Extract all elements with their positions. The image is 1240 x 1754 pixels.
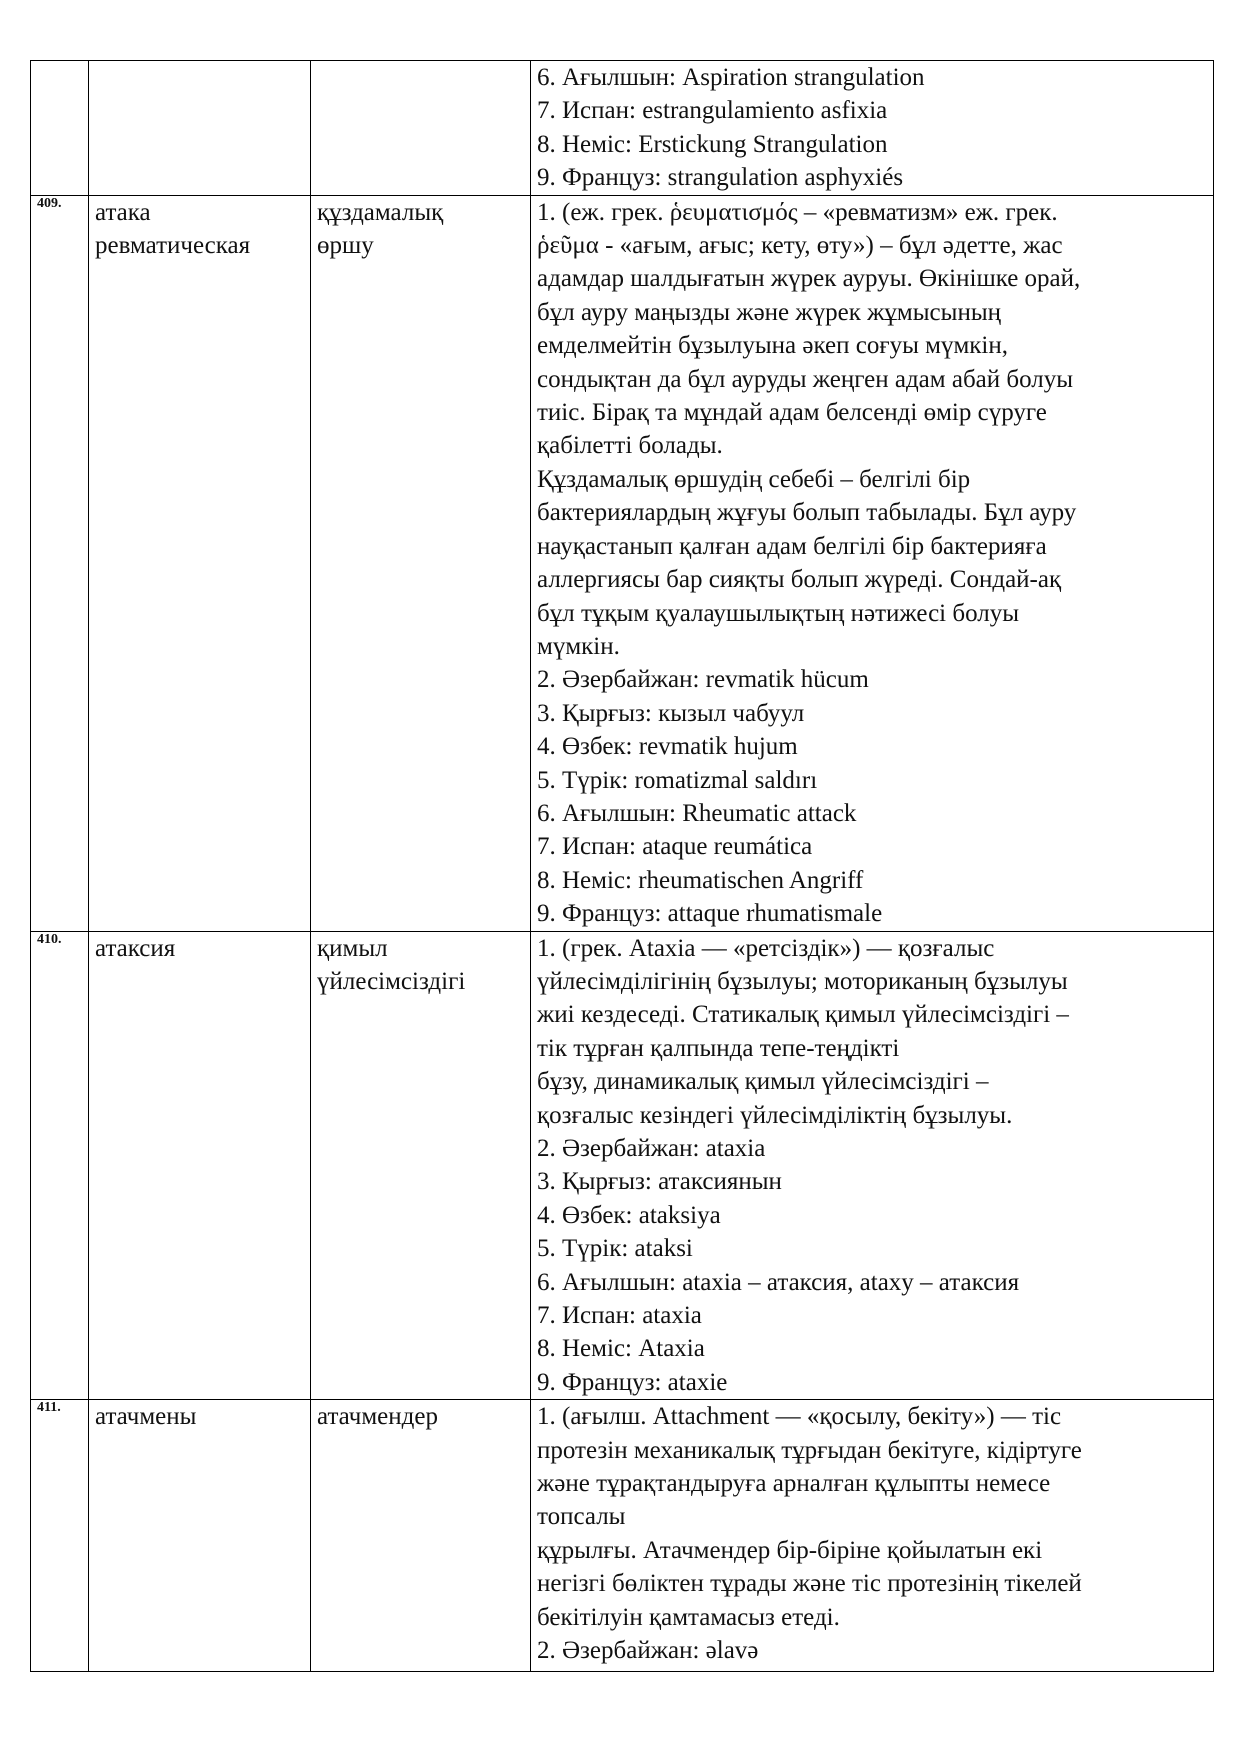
definition-line: науқастанып қалған адам белгілі бір бактерияға bbox=[537, 532, 1047, 560]
russian-term-cell bbox=[89, 931, 311, 1400]
russian-term-line: ревматическая bbox=[95, 231, 251, 259]
definition-cell bbox=[531, 1400, 1214, 1672]
definition-line: және тұрақтандыруға арналған құлыпты немесе bbox=[537, 1470, 1051, 1498]
definition-line: жиі кездеседі. Статикалық қимыл үйлесімсіздігі – bbox=[537, 1001, 1069, 1029]
definition-line: 7. Испан: ataque reumática bbox=[537, 833, 813, 861]
entry-number-cell bbox=[31, 195, 89, 931]
kazakh-term-line: атачмендер bbox=[317, 1403, 438, 1431]
definition-line: 8. Неміс: Erstickung Strangulation bbox=[537, 130, 888, 158]
entry-number-cell bbox=[31, 61, 89, 196]
definition-line: 1. (грек. Ataxia — «ретсіздік») — қозғалыс bbox=[537, 934, 995, 962]
definition-line: бекітілуін қамтамасыз етеді. bbox=[537, 1603, 840, 1631]
definition-line: бактериялардың жұғуы болып табылады. Бұл ауру bbox=[537, 499, 1077, 527]
russian-term-cell bbox=[89, 61, 311, 196]
definition-line: топсалы bbox=[537, 1503, 626, 1531]
definition-line: 9. Француз: strangulation asphyxiés bbox=[537, 164, 904, 192]
definition-line: сондықтан да бұл ауруды жеңген адам абай болуы bbox=[537, 365, 1074, 393]
definition-line: мүмкін. bbox=[537, 632, 620, 660]
definition-line: 5. Түрік: romatizmal saldırı bbox=[537, 766, 818, 794]
definition-line: 7. Испан: ataxia bbox=[537, 1302, 702, 1330]
definition-line: 3. Қырғыз: кызыл чабуул bbox=[537, 699, 805, 727]
kazakh-term-line: үйлесімсіздігі bbox=[317, 967, 466, 995]
definition-line: 2. Әзербайжан: əlavə bbox=[537, 1637, 759, 1665]
table-row bbox=[31, 61, 1214, 196]
definition-cell bbox=[531, 61, 1214, 196]
table-row bbox=[31, 195, 1214, 931]
definition-line: 9. Француз: attaque rhumatismale bbox=[537, 900, 883, 928]
dictionary-table bbox=[30, 60, 1214, 1672]
definition-line: 1. (еж. грек. ῥευματισμός – «ревматизм» еж. грек. bbox=[537, 198, 1058, 226]
entry-number-cell bbox=[31, 931, 89, 1400]
entry-number-cell bbox=[31, 1400, 89, 1672]
kazakh-term-cell bbox=[311, 1400, 531, 1672]
russian-term-line: атака bbox=[95, 198, 151, 226]
definition-line: бұл ауру маңызды және жүрек жұмысының bbox=[537, 298, 1002, 326]
definition-line: 3. Қырғыз: атаксиянын bbox=[537, 1168, 782, 1196]
kazakh-term-line: қимыл bbox=[317, 934, 388, 962]
definition-line: емделмейтін бұзылуына әкеп соғуы мүмкін, bbox=[537, 332, 1008, 360]
definition-line: 7. Испан: estrangulamiento asfixia bbox=[537, 97, 888, 125]
definition-line: 9. Француз: ataxie bbox=[537, 1368, 728, 1396]
dictionary-table-body bbox=[31, 61, 1214, 1672]
definition-cell bbox=[531, 195, 1214, 931]
definition-line: ῥεῦμα - «ағым, ағыс; кету, өту») – бұл әдетте, жас bbox=[537, 232, 1063, 260]
definition-line: 6. Ағылшын: Rheumatic attack bbox=[537, 799, 857, 827]
definition-line: 6. Ағылшын: ataxia – атаксия, ataxy – атаксия bbox=[537, 1268, 1020, 1296]
definition-line: тиіс. Бірақ та мұндай адам белсенді өмір сүруге bbox=[537, 399, 1047, 427]
entry-number: 411. bbox=[37, 1400, 61, 1416]
definition-line: 4. Өзбек: ataksiya bbox=[537, 1201, 721, 1229]
definition-line: қабілетті болады. bbox=[537, 432, 723, 460]
definition-line: аллергиясы бар сияқты болып жүреді. Сондай-ақ bbox=[537, 566, 1062, 594]
russian-term-line: атачмены bbox=[95, 1403, 197, 1431]
definition-line: Құздамалық өршудің себебі – белгілі бір bbox=[537, 465, 971, 493]
kazakh-term-cell bbox=[311, 61, 531, 196]
russian-term-line: атаксия bbox=[95, 934, 176, 962]
definition-line: бұл тұқым қуалаушылықтың нәтижесі болуы bbox=[537, 599, 1020, 627]
definition-line: 5. Түрік: ataksi bbox=[537, 1235, 693, 1263]
russian-term-cell bbox=[89, 195, 311, 931]
entry-number: 410. bbox=[37, 931, 62, 947]
definition-line: негізгі бөліктен тұрады және тіс протезінің тікелей bbox=[537, 1570, 1082, 1598]
kazakh-term-line: өршу bbox=[317, 231, 374, 259]
definition-line: 8. Неміс: rheumatischen Angriff bbox=[537, 866, 864, 894]
definition-line: адамдар шалдығатын жүрек ауруы. Өкінішке орай, bbox=[537, 265, 1081, 293]
definition-line: үйлесімділігінің бұзылуы; мoториканың бұзылуы bbox=[537, 967, 1068, 995]
definition-line: бұзу, динамикалық қимыл үйлесімсіздігі – bbox=[537, 1068, 989, 1096]
definition-line: қозғалыс кезіндегі үйлесімділіктің бұзылуы. bbox=[537, 1101, 1013, 1129]
definition-line: 1. (ағылш. Attachment — «қосылу, бекіту») — тіс bbox=[537, 1403, 1062, 1431]
definition-line: протезін механикалық тұрғыдан бекітуге, кідіртуге bbox=[537, 1436, 1082, 1464]
russian-term-cell bbox=[89, 1400, 311, 1672]
definition-line: 6. Ағылшын: Aspiration strangulation bbox=[537, 64, 925, 91]
definition-cell bbox=[531, 931, 1214, 1400]
definition-line: 2. Әзербайжан: ataxia bbox=[537, 1135, 766, 1162]
definition-line: тік тұрған қалпында тепе-теңдікті bbox=[537, 1034, 900, 1062]
definition-line: құрылғы. Атачмендер бір-біріне қойылатын екі bbox=[537, 1536, 1043, 1564]
kazakh-term-cell bbox=[311, 931, 531, 1400]
table-row bbox=[31, 931, 1214, 1400]
entry-number: 409. bbox=[37, 195, 62, 211]
definition-line: 4. Өзбек: revmatik hujum bbox=[537, 733, 798, 761]
definition-line: 8. Неміс: Ataxia bbox=[537, 1335, 705, 1363]
kazakh-term-cell bbox=[311, 195, 531, 931]
definition-line: 2. Әзербайжан: revmatik hücum bbox=[537, 666, 869, 694]
table-row bbox=[31, 1400, 1214, 1672]
kazakh-term-line: құздамалық bbox=[317, 198, 444, 226]
